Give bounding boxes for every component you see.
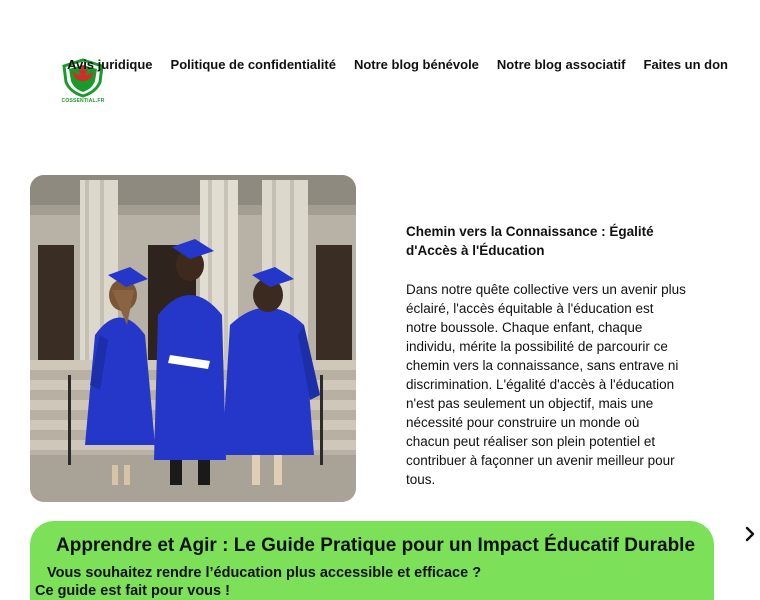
guide-title: Apprendre et Agir : Le Guide Pratique pour un Impact Éducatif Durable: [56, 535, 696, 556]
article-body: Dans notre quête collective vers un avenir plus éclairé, l'accès équitable à l'éducation est notre boussole. Chaque enfant, chaque individu, mérite la possibilité de parcourir ce chemin vers la connaissance, sans entrave ni discrimination. L'égalité d'accès à l'éducation n'est pas seulement un objectif, mais une nécessité pour construire un monde où chacun peut réaliser son plein potentiel et contribuer à façonner un avenir meilleur pour tous.: [406, 282, 686, 487]
article-title: Chemin vers la Connaissance : Égalité d'Accès à l'Éducation: [406, 224, 654, 258]
guide-tagline: Ce guide est fait pour vous !: [35, 583, 230, 599]
nav-link-association-blog[interactable]: Notre blog associatif: [496, 57, 626, 72]
nav-link-privacy[interactable]: Politique de confidentialité: [170, 57, 336, 72]
site-header: [0, 0, 760, 130]
carousel-next-button[interactable]: [742, 524, 758, 544]
guide-banner[interactable]: [30, 521, 714, 600]
graduates-photo: [30, 175, 356, 502]
chevron-right-icon: [742, 524, 758, 544]
nav-link-volunteer-blog[interactable]: Notre blog bénévole: [353, 57, 479, 72]
article-section: [406, 222, 686, 489]
main-nav: [67, 57, 728, 72]
guide-subtitle: Vous souhaitez rendre l’éducation plus accessible et efficace ?: [47, 565, 482, 581]
logo-text: COSSENTIAL.FR: [61, 98, 105, 104]
nav-link-legal[interactable]: Avis juridique: [67, 57, 153, 72]
nav-link-donate[interactable]: Faites un don: [643, 57, 728, 72]
